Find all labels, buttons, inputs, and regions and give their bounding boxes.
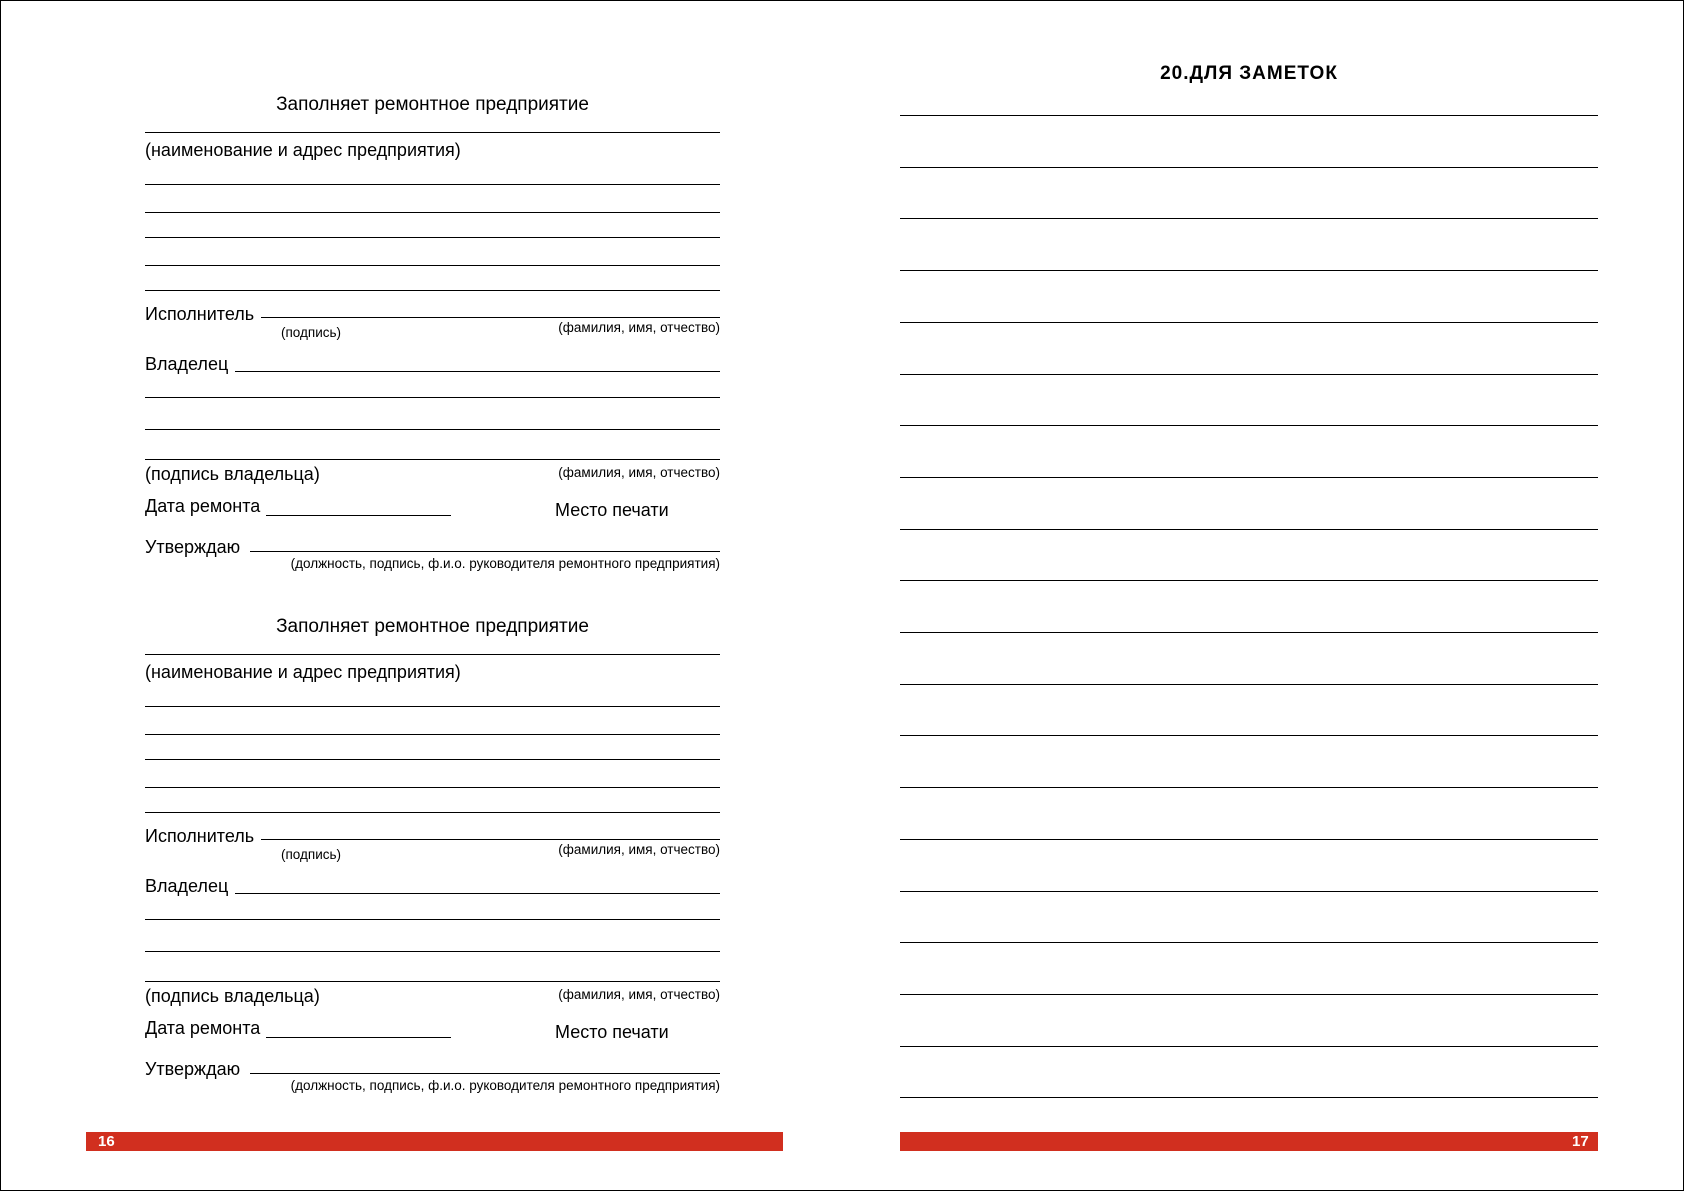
owner-line[interactable] bbox=[145, 951, 720, 952]
note-line[interactable] bbox=[900, 994, 1598, 995]
owner-signature-label: (подпись владельца) bbox=[145, 986, 320, 1006]
owner-line[interactable] bbox=[145, 429, 720, 430]
note-line[interactable] bbox=[900, 218, 1598, 219]
page-number-left: 16 bbox=[98, 1133, 115, 1150]
stamp-label: Место печати bbox=[555, 500, 669, 520]
repair-form-2 bbox=[0, 522, 800, 1102]
note-line[interactable] bbox=[900, 425, 1598, 426]
org-line[interactable] bbox=[145, 654, 720, 655]
footer-bar-right bbox=[900, 1132, 1598, 1151]
form-heading: Заполняет ремонтное предприятие bbox=[276, 94, 589, 115]
org-line[interactable] bbox=[145, 184, 720, 185]
org-line[interactable] bbox=[145, 237, 720, 238]
owner-signature-label: (подпись владельца) bbox=[145, 464, 320, 484]
org-line[interactable] bbox=[145, 265, 720, 266]
fio-hint: (фамилия, имя, отчество) bbox=[558, 320, 720, 335]
note-line[interactable] bbox=[900, 684, 1598, 685]
fio-hint: (фамилия, имя, отчество) bbox=[558, 842, 720, 857]
note-line[interactable] bbox=[900, 115, 1598, 116]
approve-hint: (должность, подпись, ф.и.о. руководителя ремонтного предприятия) bbox=[290, 556, 720, 571]
page-number-right: 17 bbox=[1572, 1133, 1589, 1150]
note-line[interactable] bbox=[900, 580, 1598, 581]
org-label: (наименование и адрес предприятия) bbox=[145, 662, 461, 682]
note-line[interactable] bbox=[900, 1046, 1598, 1047]
footer-bar-left bbox=[86, 1132, 783, 1151]
repair-date-label: Дата ремонта bbox=[145, 496, 261, 516]
org-line[interactable] bbox=[145, 812, 720, 813]
org-label: (наименование и адрес предприятия) bbox=[145, 140, 461, 160]
note-line[interactable] bbox=[900, 374, 1598, 375]
approve-line[interactable] bbox=[250, 1073, 720, 1074]
owner-line[interactable] bbox=[235, 893, 720, 894]
note-line[interactable] bbox=[900, 632, 1598, 633]
executor-line[interactable] bbox=[261, 317, 720, 318]
form-heading: Заполняет ремонтное предприятие bbox=[276, 616, 589, 637]
notes-title: 20.ДЛЯ ЗАМЕТОК bbox=[1160, 63, 1338, 84]
approve-label: Утверждаю bbox=[145, 537, 241, 557]
note-line[interactable] bbox=[900, 839, 1598, 840]
owner-line[interactable] bbox=[145, 459, 720, 460]
repair-date-label: Дата ремонта bbox=[145, 1018, 261, 1038]
org-line[interactable] bbox=[145, 734, 720, 735]
note-line[interactable] bbox=[900, 167, 1598, 168]
owner-fio-hint: (фамилия, имя, отчество) bbox=[558, 987, 720, 1002]
note-line[interactable] bbox=[900, 891, 1598, 892]
org-line[interactable] bbox=[145, 706, 720, 707]
owner-label: Владелец bbox=[145, 354, 229, 374]
note-line[interactable] bbox=[900, 529, 1598, 530]
owner-line[interactable] bbox=[235, 371, 720, 372]
repair-form-1 bbox=[0, 0, 800, 580]
org-line[interactable] bbox=[145, 212, 720, 213]
org-line[interactable] bbox=[145, 787, 720, 788]
org-line[interactable] bbox=[145, 290, 720, 291]
org-line[interactable] bbox=[145, 132, 720, 133]
signature-hint: (подпись) bbox=[281, 847, 342, 862]
executor-label: Исполнитель bbox=[145, 826, 255, 846]
signature-hint: (подпись) bbox=[281, 325, 342, 340]
stamp-label: Место печати bbox=[555, 1022, 669, 1042]
note-line[interactable] bbox=[900, 787, 1598, 788]
owner-line[interactable] bbox=[145, 981, 720, 982]
owner-line[interactable] bbox=[145, 397, 720, 398]
approve-hint: (должность, подпись, ф.и.о. руководителя ремонтного предприятия) bbox=[290, 1078, 720, 1093]
note-line[interactable] bbox=[900, 942, 1598, 943]
approve-label: Утверждаю bbox=[145, 1059, 241, 1079]
repair-date-line[interactable] bbox=[266, 515, 451, 516]
org-line[interactable] bbox=[145, 759, 720, 760]
note-line[interactable] bbox=[900, 270, 1598, 271]
note-line[interactable] bbox=[900, 1097, 1598, 1098]
owner-label: Владелец bbox=[145, 876, 229, 896]
note-line[interactable] bbox=[900, 477, 1598, 478]
owner-fio-hint: (фамилия, имя, отчество) bbox=[558, 465, 720, 480]
executor-label: Исполнитель bbox=[145, 304, 255, 324]
repair-date-line[interactable] bbox=[266, 1037, 451, 1038]
note-line[interactable] bbox=[900, 322, 1598, 323]
note-line[interactable] bbox=[900, 735, 1598, 736]
executor-line[interactable] bbox=[261, 839, 720, 840]
owner-line[interactable] bbox=[145, 919, 720, 920]
